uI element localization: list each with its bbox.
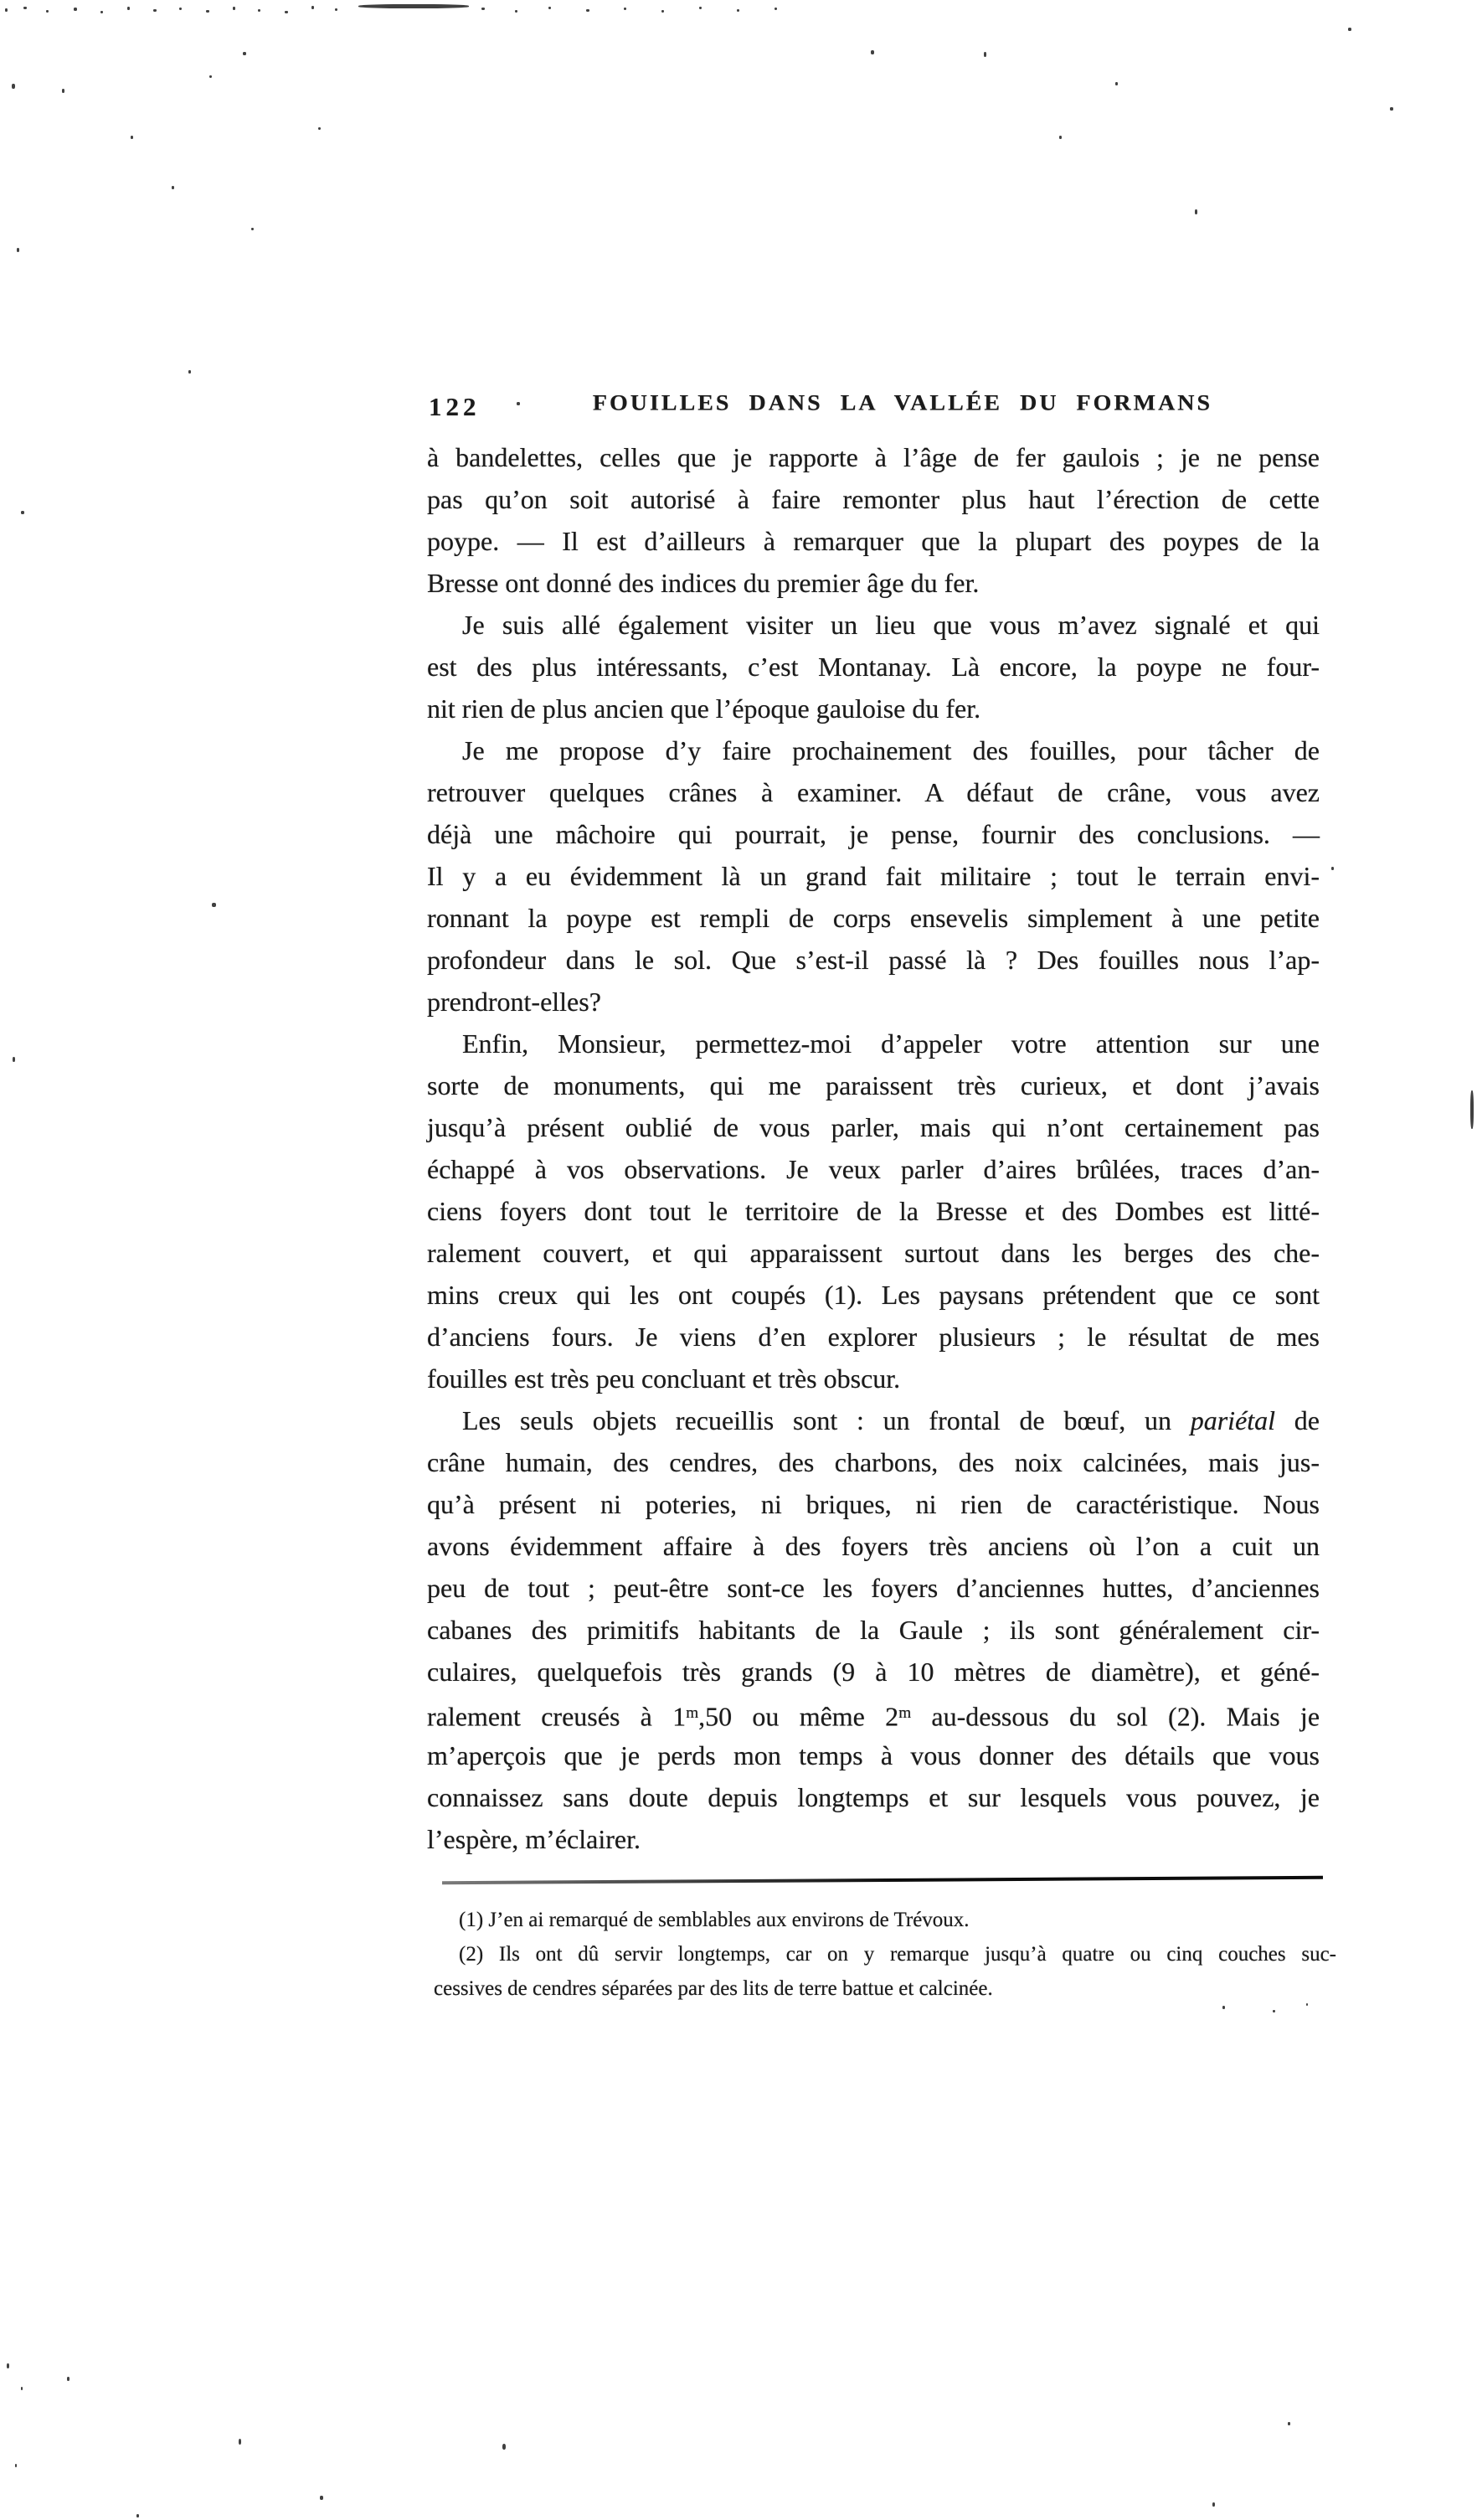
scan-speck xyxy=(136,2514,139,2517)
text-line: connaissez sans doute depuis longtemps et sur lesquels vous pouvez, je xyxy=(427,1782,1320,1812)
scan-speck xyxy=(285,11,288,13)
text-line: ralement creusés à 1$^m$,50 ou même 2$^m$ au-dessous du sol (2). Mais je xyxy=(427,1701,1320,1732)
scan-speck xyxy=(1222,2006,1225,2009)
text-line: profondeur dans le sol. Que s’est-il passé là ? Des fouilles nous l’ap- xyxy=(427,945,1320,975)
text-line: fouilles est très peu concluant et très obscur. xyxy=(427,1363,901,1394)
scan-speck xyxy=(188,370,191,374)
text-line: à bandelettes, celles que je rapporte à l’âge de fer gaulois ; je ne pense xyxy=(427,442,1320,472)
scan-speck xyxy=(1273,2010,1275,2012)
letter-body xyxy=(427,436,1320,1860)
text-line: Je me propose d’y faire prochainement des fouilles, pour tâcher de xyxy=(462,735,1320,765)
scan-speck xyxy=(737,9,739,12)
text-line: peu de tout ; peut-être sont-ce les foyers d’anciennes huttes, d’anciennes xyxy=(427,1573,1320,1603)
scan-speck xyxy=(311,6,314,9)
text-line: ralement couvert, et qui apparaissent surtout dans les berges des che- xyxy=(427,1238,1320,1268)
footnote-separator xyxy=(442,1876,1323,1884)
scan-speck xyxy=(1470,1090,1474,1129)
text-line: sorte de monuments, qui me paraissent très curieux, et dont j’avais xyxy=(427,1070,1320,1100)
text-line: pas qu’on soit autorisé à faire remonter plus haut l’érection de cette xyxy=(427,484,1320,514)
text-line: cabanes des primitifs habitants de la Gaule ; ils sont généralement cir- xyxy=(427,1615,1320,1645)
scan-speck xyxy=(153,9,157,12)
text-line: échappé à vos observations. Je veux parler d’aires brûlées, traces d’an- xyxy=(427,1154,1320,1184)
scan-speck xyxy=(17,248,19,252)
text-line: mins creux qui les ont coupés (1). Les paysans prétendent que ce sont xyxy=(427,1280,1320,1310)
running-title: FOUILLES DANS LA VALLÉE DU FORMANS xyxy=(592,390,1213,416)
scan-speck xyxy=(21,2387,23,2390)
scan-speck xyxy=(502,2444,506,2450)
text-line: retrouver quelques crânes à examiner. A défaut de crâne, vous avez xyxy=(427,777,1320,807)
scan-speck xyxy=(775,8,777,10)
page-header xyxy=(427,390,1320,424)
scan-speck xyxy=(46,10,49,13)
scan-speck xyxy=(5,8,8,12)
scan-speck xyxy=(233,7,235,10)
text-line: ciens foyers dont tout le territoire de la Bresse et des Dombes est litté- xyxy=(427,1196,1320,1226)
text-line: m’aperçois que je perds mon temps à vous donner des détails que vous xyxy=(427,1740,1320,1770)
text-line: Je suis allé également visiter un lieu que vous m’avez signalé et qui xyxy=(462,610,1320,640)
text-line: Bresse ont donné des indices du premier âge du fer. xyxy=(427,568,980,598)
scan-speck xyxy=(258,9,260,12)
text-line: Enfin, Monsieur, permettez-moi d’appeler votre attention sur une xyxy=(462,1028,1320,1059)
text-line: d’anciens fours. Je viens d’en explorer plusieurs ; le résultat de mes xyxy=(427,1322,1320,1352)
scan-speck xyxy=(62,89,64,93)
text-line: prendront-elles? xyxy=(427,987,601,1017)
scan-speck xyxy=(984,52,986,57)
scan-speck xyxy=(243,52,246,55)
footnote-line: cessives de cendres séparées par des lits de terre battue et calcinée. xyxy=(434,1977,993,2000)
scan-speck xyxy=(358,4,469,8)
scan-speck xyxy=(7,2363,9,2368)
scan-speck xyxy=(251,228,254,230)
scan-speck xyxy=(586,9,589,12)
scan-speck xyxy=(1331,867,1334,870)
scan-speck xyxy=(548,7,551,9)
text-line: culaires, quelquefois très grands (9 à 10 mètres de diamètre), et géné- xyxy=(427,1657,1320,1687)
text-line: poype. — Il est d’ailleurs à remarquer que la plupart des poypes de la xyxy=(427,526,1320,556)
scan-speck xyxy=(1115,82,1118,85)
scan-speck xyxy=(100,11,103,13)
scan-speck xyxy=(1288,2422,1290,2425)
footnote-line: (1) J’en ai remarqué de semblables aux environs de Trévoux. xyxy=(459,1909,970,1931)
scan-speck xyxy=(23,7,27,9)
scan-speck xyxy=(172,186,174,189)
text-line: Il y a eu évidemment là un grand fait militaire ; tout le terrain envi- xyxy=(427,861,1320,891)
scan-speck xyxy=(15,2464,17,2467)
scan-speck xyxy=(209,75,212,78)
text-line: crâne humain, des cendres, des charbons, des noix calcinées, mais jus- xyxy=(427,1447,1320,1477)
scan-speck xyxy=(1348,28,1351,31)
text-line: qu’à présent ni poteries, ni briques, ni rien de caractéristique. Nous xyxy=(427,1489,1320,1519)
text-line: est des plus intéressants, c’est Montanay. Là encore, la poype ne four- xyxy=(427,652,1320,682)
footnotes xyxy=(434,1903,1336,2006)
scan-speck xyxy=(699,7,702,9)
scan-speck xyxy=(179,8,182,10)
scan-speck xyxy=(67,2377,69,2381)
page-number: 122 xyxy=(429,392,481,421)
scan-speck xyxy=(871,50,874,54)
text-line: déjà une mâchoire qui pourrait, je pense, fournir des conclusions. — xyxy=(427,819,1320,849)
text-line: avons évidemment affaire à des foyers très anciens où l’on a cuit un xyxy=(427,1531,1320,1561)
scan-speck xyxy=(1212,2502,1215,2507)
scan-speck xyxy=(74,8,77,11)
scan-speck xyxy=(318,127,321,130)
text-line: ronnant la poype est rempli de corps ensevelis simplement à une petite xyxy=(427,903,1320,933)
scan-speck xyxy=(481,8,485,10)
scan-speck xyxy=(515,10,517,13)
scan-speck xyxy=(131,136,133,139)
scan-speck xyxy=(1390,107,1393,111)
footnote-line: (2) Ils ont dû servir longtemps, car on y remarque jusqu’à quatre ou cinq couches suc- xyxy=(459,1943,1336,1966)
text-line: Les seuls objets recueillis sont : un frontal de bœuf, un pariétal de xyxy=(462,1405,1320,1435)
scan-speck xyxy=(21,511,24,514)
scan-speck xyxy=(206,10,209,13)
text-line: nit rien de plus ancien que l’époque gauloise du fer. xyxy=(427,693,981,724)
scan-speck xyxy=(1059,136,1062,139)
scan-speck xyxy=(320,2496,323,2500)
scan-speck xyxy=(239,2439,241,2445)
scan-speck xyxy=(127,7,130,10)
scan-speck xyxy=(661,10,664,13)
scan-speck xyxy=(212,903,216,907)
scan-speck xyxy=(13,1057,15,1062)
scan-speck xyxy=(335,8,337,11)
text-line: jusqu’à présent oublié de vous parler, mais qui n’ont certainement pas xyxy=(427,1112,1320,1142)
text-line: l’espère, m’éclairer. xyxy=(427,1824,641,1854)
scan-speck xyxy=(624,8,626,10)
scan-speck xyxy=(1195,209,1197,214)
scan-speck xyxy=(12,84,15,89)
